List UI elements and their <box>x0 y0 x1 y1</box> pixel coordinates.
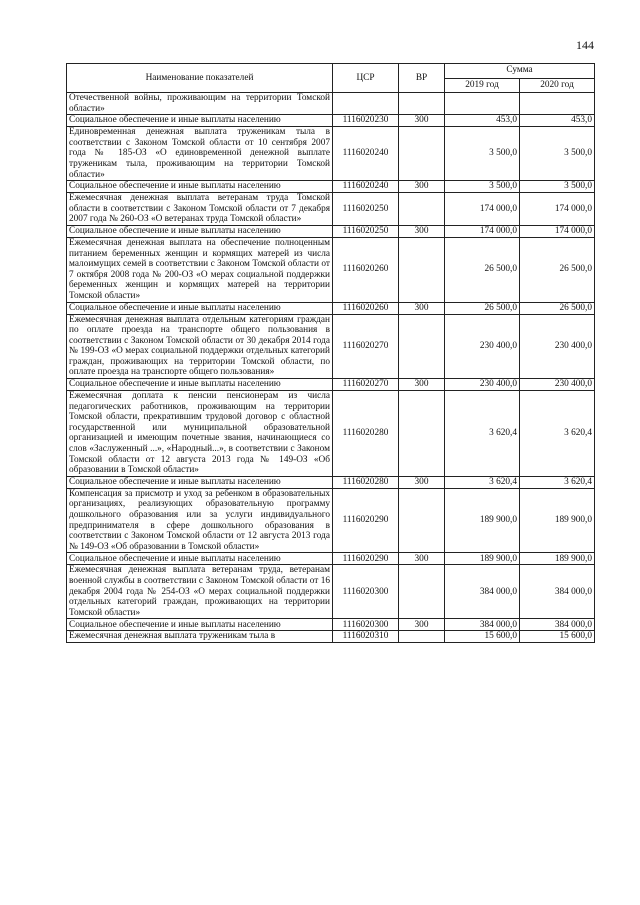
row-vr-code: 300 <box>399 181 445 193</box>
header-csr: ЦСР <box>333 64 399 93</box>
row-amount-2020: 3 620,4 <box>520 476 595 488</box>
row-amount-2020: 26 500,0 <box>520 302 595 314</box>
row-csr-code: 1116020250 <box>333 193 399 226</box>
row-amount-2019: 230 400,0 <box>445 314 520 379</box>
row-amount-2019: 453,0 <box>445 115 520 127</box>
row-amount-2019: 3 500,0 <box>445 181 520 193</box>
table-row <box>67 93 595 115</box>
row-amount-2019: 384 000,0 <box>445 565 520 619</box>
header-year-2020: 2020 год <box>520 78 595 93</box>
row-amount-2020: 453,0 <box>520 115 595 127</box>
row-amount-2020: 230 400,0 <box>520 379 595 391</box>
table-row <box>67 619 595 631</box>
row-amount-2019: 3 620,4 <box>445 391 520 477</box>
row-csr-code <box>333 93 399 115</box>
table-row <box>67 631 595 643</box>
row-csr-code: 1116020290 <box>333 553 399 565</box>
row-amount-2019: 26 500,0 <box>445 237 520 302</box>
header-vr: ВР <box>399 64 445 93</box>
row-vr-code: 300 <box>399 302 445 314</box>
row-name: Социальное обеспечение и иные выплаты населению <box>67 379 333 391</box>
row-name: Социальное обеспечение и иные выплаты населению <box>67 476 333 488</box>
row-csr-code: 1116020280 <box>333 391 399 477</box>
row-name: Социальное обеспечение и иные выплаты населению <box>67 619 333 631</box>
row-name: Отечественной войны, проживающим на территории Томской области» <box>67 93 333 115</box>
row-amount-2019: 174 000,0 <box>445 193 520 226</box>
row-name: Ежемесячная денежная выплата отдельным категориям граждан по оплате проезда на транспорте общего пользования в соответствии с Законом Томской области от 30 декабря 2014 года № 199-ОЗ «О мерах социальной поддержки отдельных категорий граждан, проживающих на территории Томской области, по оплате проезда на транспорте общего пользования» <box>67 314 333 379</box>
row-vr-code: 300 <box>399 379 445 391</box>
table-row <box>67 565 595 619</box>
row-csr-code: 1116020240 <box>333 127 399 181</box>
row-name: Ежемесячная денежная выплата ветеранам труда, ветеранам военной службы в соответствии с Законом Томской области от 16 декабря 2004 года № 254-ОЗ «О мерах социальной поддержки отдельных категорий граждан, проживающих на территории Томской области» <box>67 565 333 619</box>
row-amount-2020: 230 400,0 <box>520 314 595 379</box>
row-name: Ежемесячная денежная выплата труженикам тыла в <box>67 631 333 643</box>
row-csr-code: 1116020300 <box>333 619 399 631</box>
row-vr-code <box>399 93 445 115</box>
row-vr-code: 300 <box>399 225 445 237</box>
table-row <box>67 476 595 488</box>
row-amount-2020: 3 500,0 <box>520 127 595 181</box>
row-amount-2020: 189 900,0 <box>520 553 595 565</box>
table-row <box>67 237 595 302</box>
page-number: 144 <box>576 38 594 52</box>
row-csr-code: 1116020240 <box>333 181 399 193</box>
row-amount-2019 <box>445 93 520 115</box>
table-header <box>67 64 595 93</box>
table-row <box>67 314 595 379</box>
row-vr-code <box>399 193 445 226</box>
header-sum: Сумма <box>445 64 595 79</box>
row-amount-2019: 3 500,0 <box>445 127 520 181</box>
row-name: Социальное обеспечение и иные выплаты населению <box>67 553 333 565</box>
row-amount-2019: 15 600,0 <box>445 631 520 643</box>
row-csr-code: 1116020310 <box>333 631 399 643</box>
row-csr-code: 1116020260 <box>333 237 399 302</box>
table-row <box>67 379 595 391</box>
row-amount-2020: 189 900,0 <box>520 488 595 553</box>
header-year-2019: 2019 год <box>445 78 520 93</box>
row-name: Ежемесячная денежная выплата ветеранам труда Томской области в соответствии с Законом Томской области от 7 декабря 2007 года № 260-ОЗ «О ветеранах труда Томской области» <box>67 193 333 226</box>
row-amount-2019: 384 000,0 <box>445 619 520 631</box>
row-amount-2019: 189 900,0 <box>445 553 520 565</box>
row-csr-code: 1116020230 <box>333 115 399 127</box>
row-csr-code: 1116020280 <box>333 476 399 488</box>
row-vr-code: 300 <box>399 619 445 631</box>
row-csr-code: 1116020290 <box>333 488 399 553</box>
table-row <box>67 193 595 226</box>
row-csr-code: 1116020270 <box>333 379 399 391</box>
row-amount-2020 <box>520 93 595 115</box>
row-name: Социальное обеспечение и иные выплаты населению <box>67 115 333 127</box>
row-name: Социальное обеспечение и иные выплаты населению <box>67 225 333 237</box>
row-vr-code: 300 <box>399 553 445 565</box>
table-row <box>67 181 595 193</box>
table-row <box>67 115 595 127</box>
row-amount-2020: 26 500,0 <box>520 237 595 302</box>
row-amount-2020: 174 000,0 <box>520 193 595 226</box>
row-amount-2020: 384 000,0 <box>520 619 595 631</box>
row-vr-code: 300 <box>399 476 445 488</box>
row-amount-2020: 174 000,0 <box>520 225 595 237</box>
row-amount-2020: 15 600,0 <box>520 631 595 643</box>
row-amount-2020: 384 000,0 <box>520 565 595 619</box>
row-amount-2019: 174 000,0 <box>445 225 520 237</box>
table-row <box>67 391 595 477</box>
row-name: Единовременная денежная выплата труженикам тыла в соответствии с Законом Томской области от 10 сентября 2007 года № 185-ОЗ «О единовременной денежной выплате труженикам тыла, проживающим на территории Томской области» <box>67 127 333 181</box>
row-csr-code: 1116020250 <box>333 225 399 237</box>
row-csr-code: 1116020270 <box>333 314 399 379</box>
row-amount-2019: 230 400,0 <box>445 379 520 391</box>
row-name: Ежемесячная денежная выплата на обеспечение полноценным питанием беременных женщин и кормящих матерей из числа малоимущих семей в соответствии с Законом Томской области от 7 октября 2008 года № 200-ОЗ «О мерах социальной поддержки беременных женщин и кормящих матерей на территории Томской области» <box>67 237 333 302</box>
row-amount-2019: 189 900,0 <box>445 488 520 553</box>
row-amount-2019: 3 620,4 <box>445 476 520 488</box>
row-vr-code <box>399 631 445 643</box>
row-vr-code <box>399 565 445 619</box>
table-body <box>67 93 595 643</box>
row-name: Компенсация за присмотр и уход за ребенком в образовательных организациях, реализующих образовательную программу дошкольного образования или за услуги индивидуального предпринимателя в сфере дошкольного образования в соответствии с Законом Томской области от 12 августа 2013 года № 149-ОЗ «Об образовании в Томской области» <box>67 488 333 553</box>
row-amount-2020: 3 620,4 <box>520 391 595 477</box>
row-csr-code: 1116020300 <box>333 565 399 619</box>
table-row <box>67 127 595 181</box>
row-vr-code <box>399 237 445 302</box>
row-name: Социальное обеспечение и иные выплаты населению <box>67 302 333 314</box>
row-amount-2020: 3 500,0 <box>520 181 595 193</box>
table-row <box>67 488 595 553</box>
table-row <box>67 302 595 314</box>
row-csr-code: 1116020260 <box>333 302 399 314</box>
row-name: Ежемесячная доплата к пенсии пенсионерам из числа педагогических работников, проживающим на территории Томской области, прекратившим трудовой договор с областной государственной или муниципальной образовательной организацией и имеющим почетные звания, начинающиеся со слов «Заслуженный ...», «Народный...», в соответствии с Законом Томской области от 12 августа 2013 года № 149-ОЗ «Об образовании в Томской области» <box>67 391 333 477</box>
table-row <box>67 553 595 565</box>
table-row <box>67 225 595 237</box>
row-vr-code <box>399 127 445 181</box>
budget-table <box>66 63 595 643</box>
header-name: Наименование показателей <box>67 64 333 93</box>
row-vr-code: 300 <box>399 115 445 127</box>
row-vr-code <box>399 391 445 477</box>
row-name: Социальное обеспечение и иные выплаты населению <box>67 181 333 193</box>
row-vr-code <box>399 488 445 553</box>
row-vr-code <box>399 314 445 379</box>
row-amount-2019: 26 500,0 <box>445 302 520 314</box>
